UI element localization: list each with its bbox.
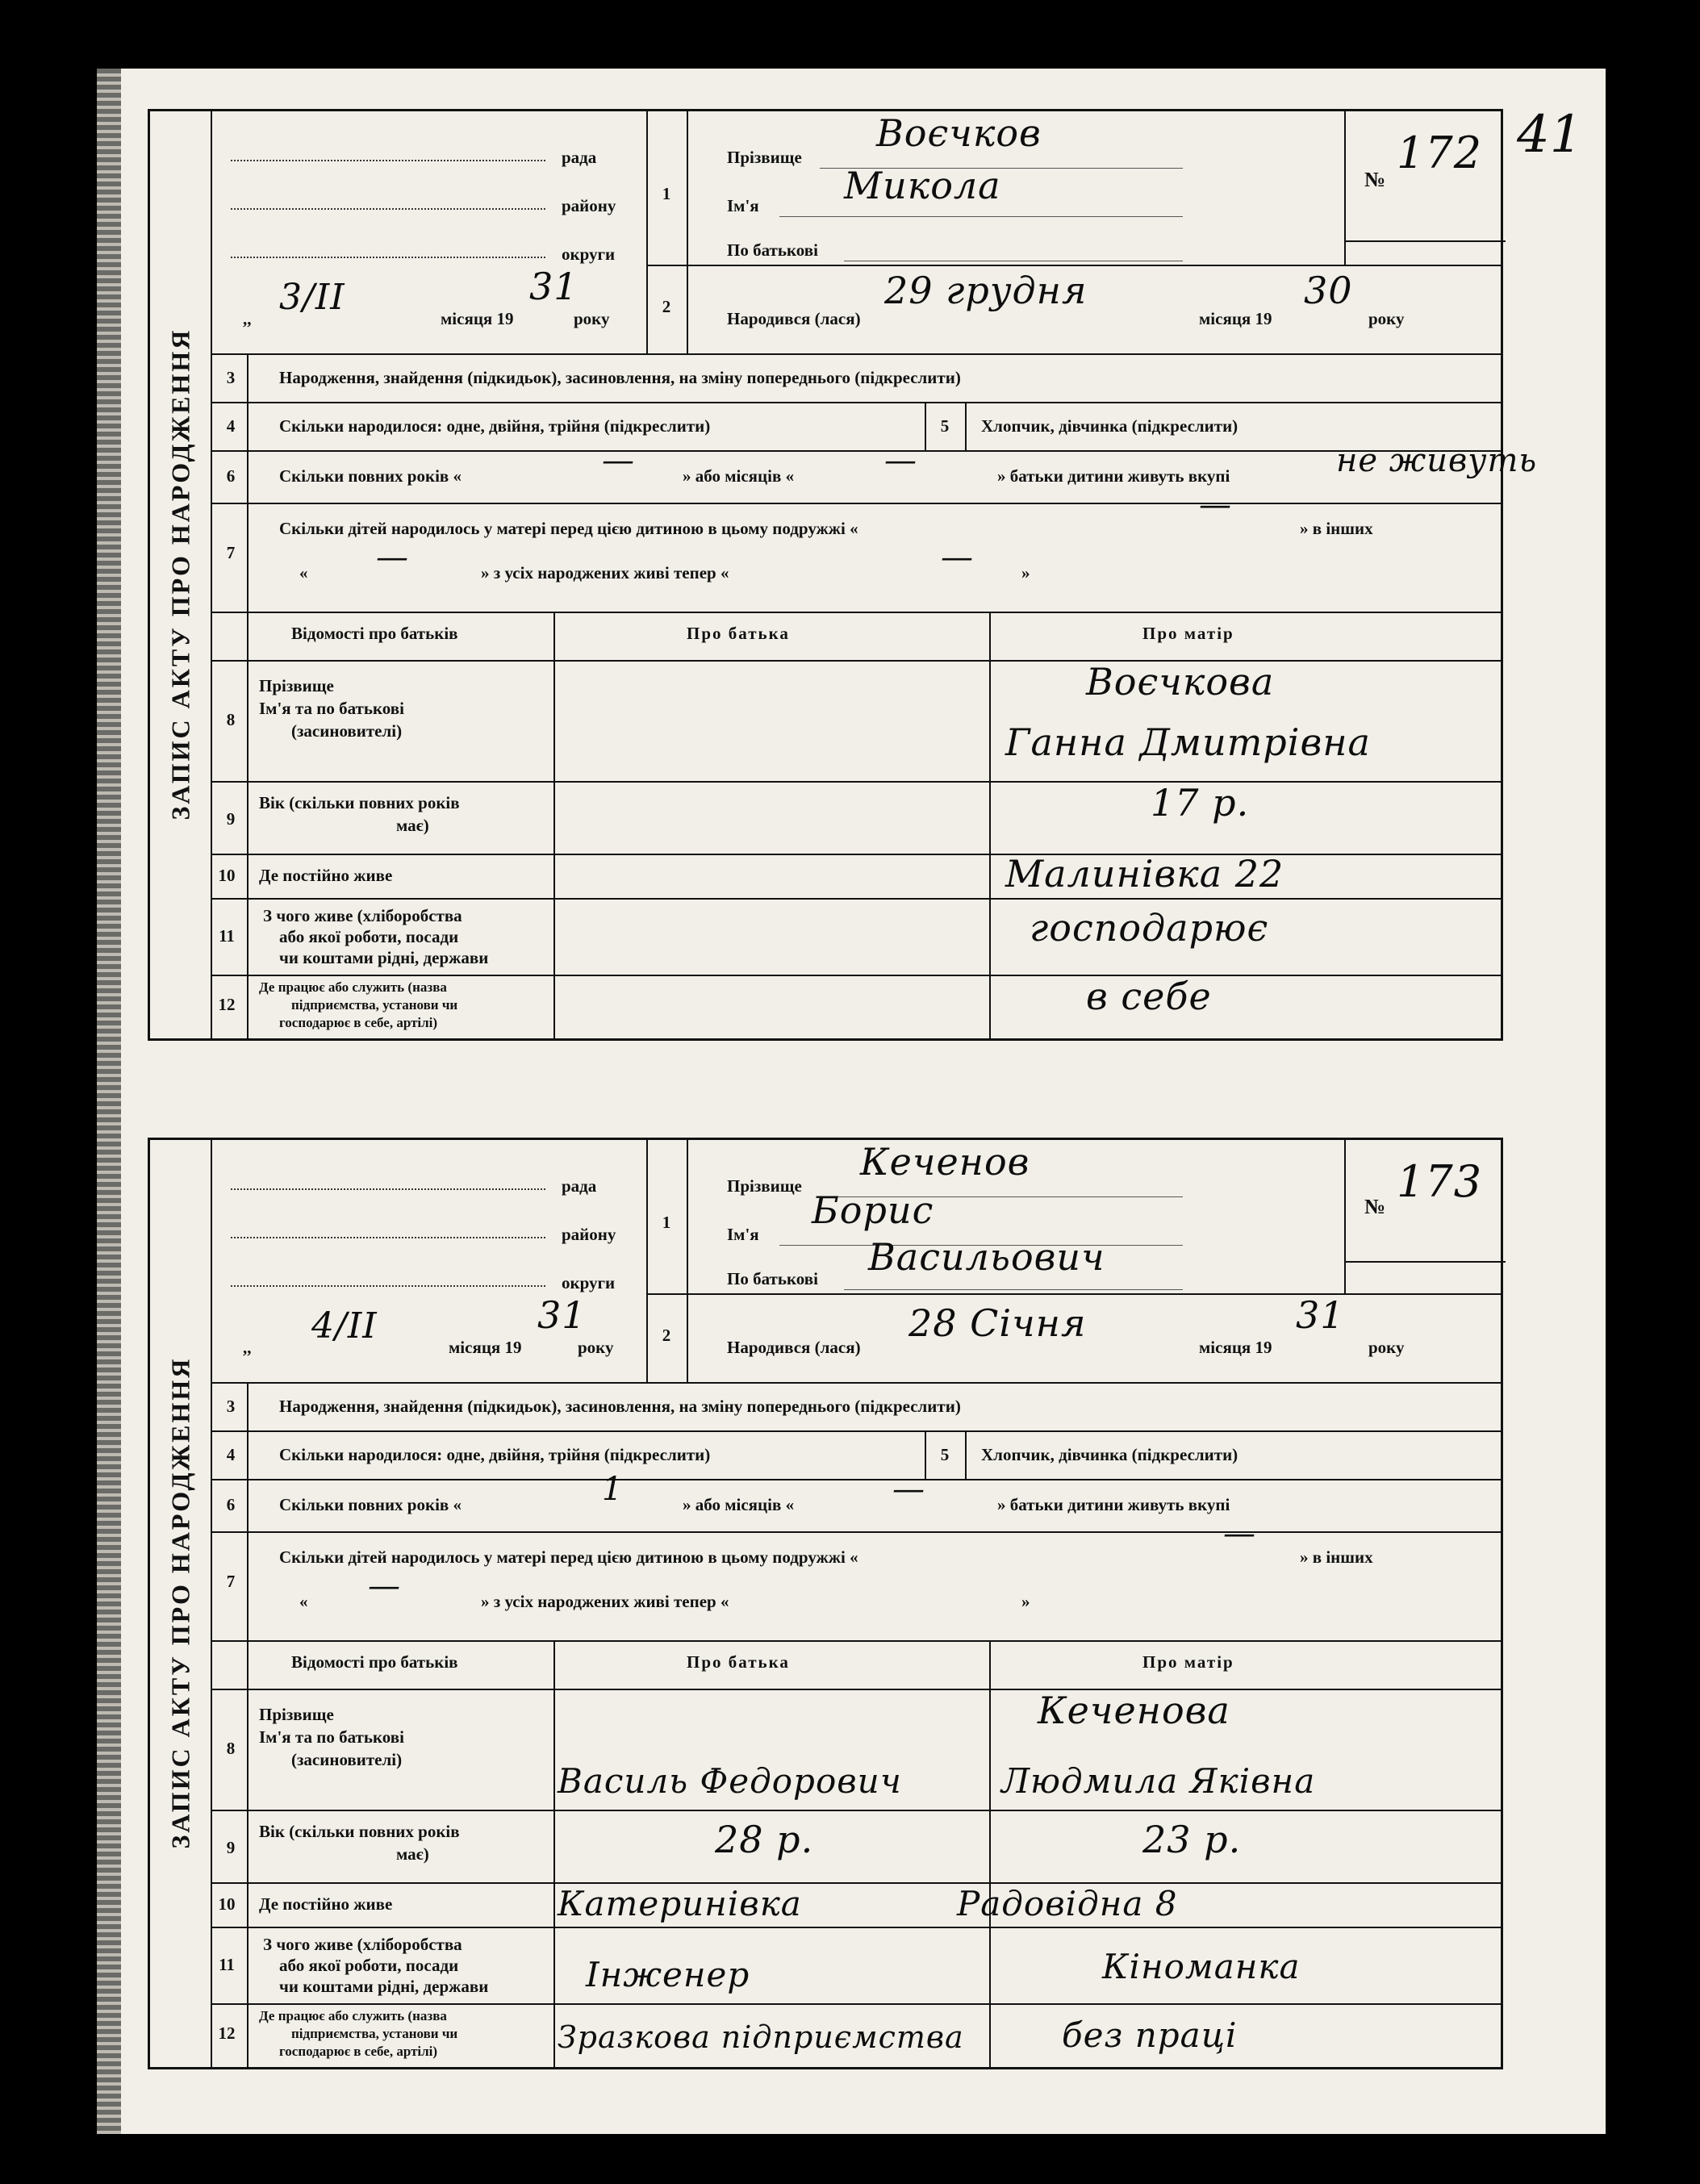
father-header: Про батька (687, 624, 790, 643)
father-header: Про батька (687, 1652, 790, 1672)
month-label: місяця 19 (441, 309, 514, 328)
row6-months-value: — (892, 1471, 925, 1508)
row7-other-label: » в інших (1300, 519, 1373, 538)
r9-label-2: має) (396, 816, 429, 835)
mother-age: 17 р. (1151, 781, 1250, 825)
registration-date: 4/II (311, 1305, 378, 1347)
row7-alive-label: » з усіх народжених живі тепер « (481, 1592, 729, 1611)
okruha-label: округи (562, 1273, 616, 1292)
r12-label-1: Де працює або служить (назва (259, 979, 447, 995)
r12-label-2: підприємства, установи чи (291, 2026, 458, 2041)
r11-label-1: З чого живе (хліборобства (263, 906, 462, 925)
side-title: ЗАПИС АКТУ ПРО НАРОДЖЕННЯ (165, 1356, 195, 1849)
r9-label-1: Вік (скільки повних років (259, 1822, 460, 1841)
row6-months-label: » або місяців « (683, 1495, 795, 1514)
row7-alive-value: — (941, 539, 974, 576)
row-number-9: 9 (226, 809, 236, 829)
birth-record-2 (148, 1138, 1503, 2069)
born-label: Народився (лася) (727, 1338, 861, 1357)
r12-label-3: господарює в себе, артілі) (279, 1015, 438, 1030)
row-number-6: 6 (226, 1495, 236, 1514)
mother-workplace: в себе (1086, 975, 1212, 1018)
registration-date: 3/II (279, 277, 345, 318)
row7-this-marriage: — (1223, 1515, 1256, 1552)
row-number-12: 12 (218, 995, 236, 1014)
row7-line1: Скільки дітей народилось у матері перед цією дитиною в цьому подружжі « (279, 1547, 858, 1567)
row6-together-label: » батьки дитини живуть вкупі (997, 1495, 1230, 1514)
mother-occupation: Кіноманка (1102, 1947, 1301, 1986)
row7-close-quote: » (1021, 563, 1030, 583)
side-title: ЗАПИС АКТУ ПРО НАРОДЖЕННЯ (165, 328, 195, 821)
date-prefix: ,, (243, 1338, 252, 1357)
r12-label-2: підприємства, установи чи (291, 997, 458, 1013)
row7-this-marriage: — (1199, 486, 1232, 524)
mother-workplace: без праці (1062, 2015, 1238, 2055)
mother-surname: Воєчкова (1086, 660, 1275, 704)
month-label: місяця 19 (449, 1338, 522, 1357)
row7-open-quote: « (299, 1592, 308, 1611)
r9-label-1: Вік (скільки повних років (259, 793, 460, 812)
record-number-label: № (1364, 1195, 1386, 1218)
child-surname: Воєчков (876, 111, 1042, 155)
row3-text: Народження, знайдення (підкидьок), засиновлення, на зміну попереднього (підкреслити) (279, 368, 961, 387)
r12-label-1: Де працює або служить (назва (259, 2008, 447, 2023)
record-number: 172 (1397, 127, 1483, 178)
row-number-6: 6 (226, 466, 236, 486)
row-number-3: 3 (226, 1397, 236, 1416)
row-number-1: 1 (662, 1213, 671, 1232)
registration-year: 31 (537, 1293, 587, 1337)
row-number-12: 12 (218, 2023, 236, 2043)
parents-info-header: Відомості про батьків (291, 1652, 458, 1672)
row6-years-label: Скільки повних років « (279, 466, 462, 486)
row7-other-label: » в інших (1300, 1547, 1373, 1567)
row7-open-quote: « (299, 563, 308, 583)
surname-label: Прізвище (727, 148, 802, 167)
row-number-10: 10 (218, 866, 236, 885)
row3-text: Народження, знайдення (підкидьок), засиновлення, на зміну попереднього (підкреслити) (279, 1397, 961, 1416)
r12-label-3: господарює в себе, артілі) (279, 2044, 438, 2059)
parents-info-header: Відомості про батьків (291, 624, 458, 643)
row6-years-value: — (602, 442, 635, 479)
row6-together-label: » батьки дитини живуть вкупі (997, 466, 1230, 486)
birth-date: 28 Січня (908, 1301, 1087, 1345)
row-number-8: 8 (226, 710, 236, 729)
child-surname: Кеченов (860, 1140, 1030, 1184)
row-number-2: 2 (662, 1326, 671, 1345)
row5-text: Хлопчик, дівчинка (підкреслити) (981, 1445, 1238, 1464)
row4-text: Скільки народилося: одне, двійня, трійня (підкреслити) (279, 1445, 711, 1464)
row-number-11: 11 (219, 926, 235, 946)
father-age: 28 р. (715, 1818, 814, 1861)
r10-label: Де постійно живе (259, 866, 393, 885)
binding-edge (97, 69, 121, 2134)
birth-record-1 (148, 109, 1538, 1041)
row-number-9: 9 (226, 1838, 236, 1857)
row6-years-value: 1 (602, 1471, 624, 1508)
row-number-2: 2 (662, 297, 671, 316)
born-label: Народився (лася) (727, 309, 861, 328)
r8-label-name: Ім'я та по батькові (259, 1727, 404, 1747)
r11-label-3: чи коштами рідні, держави (279, 1977, 489, 1996)
row6-months-value: — (884, 442, 917, 479)
row7-alive-label: » з усіх народжених живі тепер « (481, 563, 729, 583)
surname-label: Прізвище (727, 1176, 802, 1196)
year-label: року (574, 309, 610, 328)
born-month-label: місяця 19 (1199, 309, 1272, 328)
father-workplace: Зразкова підприємства (558, 2019, 964, 2055)
r8-label-surname: Прізвище (259, 1705, 334, 1724)
r9-label-2: має) (396, 1844, 429, 1864)
r11-label-2: або якої роботи, посади (279, 1956, 459, 1975)
name-label: Ім'я (727, 196, 759, 215)
row6-years-label: Скільки повних років « (279, 1495, 462, 1514)
born-year-label: року (1368, 1338, 1405, 1357)
row-number-4: 4 (226, 416, 236, 436)
patronymic-label: По батькові (727, 240, 818, 260)
r11-label-3: чи коштами рідні, держави (279, 948, 489, 967)
mother-age: 23 р. (1142, 1818, 1242, 1861)
r11-label-1: З чого живе (хліборобства (263, 1935, 462, 1954)
child-name: Борис (812, 1188, 934, 1232)
row-number-5: 5 (940, 1445, 950, 1464)
r8-label-surname: Прізвище (259, 676, 334, 695)
registration-year: 31 (529, 265, 579, 308)
born-month-label: місяця 19 (1199, 1338, 1272, 1357)
mother-residence: Радовідна 8 (957, 1884, 1178, 1923)
r8-label-name: Ім'я та по батькові (259, 699, 404, 718)
raion-label: району (562, 196, 616, 215)
year-label: року (578, 1338, 614, 1357)
mother-header: Про матір (1142, 1652, 1234, 1672)
father-residence: Катеринівка (558, 1884, 802, 1923)
row7-other-value: — (376, 539, 409, 576)
r10-label: Де постійно живе (259, 1894, 393, 1914)
row7-other-value: — (368, 1568, 401, 1605)
child-name: Микола (844, 164, 1001, 207)
date-prefix: ,, (243, 309, 252, 328)
mother-occupation: господарює (1030, 906, 1269, 950)
birth-year: 31 (1296, 1293, 1345, 1337)
raion-label: району (562, 1225, 616, 1244)
child-patronymic: Васильович (868, 1235, 1105, 1279)
mother-name: Людмила Яківна (1001, 1761, 1316, 1801)
birth-date: 29 грудня (884, 269, 1088, 312)
page-mark: 41 (1517, 105, 1583, 165)
row7-line1: Скільки дітей народилось у матері перед цією дитиною в цьому подружжі « (279, 519, 858, 538)
okruha-label: округи (562, 244, 616, 264)
record-number: 173 (1397, 1156, 1483, 1207)
record-number-label: № (1364, 168, 1386, 191)
row5-text: Хлопчик, дівчинка (підкреслити) (981, 416, 1238, 436)
row6-together-value: не живуть (1336, 442, 1538, 479)
rada-label: рада (562, 148, 597, 167)
row-number-7: 7 (226, 1572, 236, 1591)
r8-label-adoptive: (засиновителі) (291, 1750, 403, 1769)
rada-label: рада (562, 1176, 597, 1196)
row-number-5: 5 (940, 416, 950, 436)
row-number-10: 10 (218, 1894, 236, 1914)
row-number-8: 8 (226, 1739, 236, 1758)
patronymic-label: По батькові (727, 1269, 818, 1288)
row-number-1: 1 (662, 184, 671, 203)
row-number-3: 3 (226, 368, 236, 387)
mother-header: Про матір (1142, 624, 1234, 643)
row-number-11: 11 (219, 1955, 235, 1974)
mother-surname: Кеченова (1038, 1689, 1230, 1732)
born-year-label: року (1368, 309, 1405, 328)
birth-year: 30 (1304, 269, 1353, 312)
row-number-4: 4 (226, 1445, 236, 1464)
father-occupation: Інженер (586, 1955, 750, 1994)
name-label: Ім'я (727, 1225, 759, 1244)
row7-close-quote: » (1021, 1592, 1030, 1611)
father-name: Василь Федорович (558, 1761, 902, 1801)
mother-residence: Малинівка 22 (1005, 852, 1284, 896)
r11-label-2: або якої роботи, посади (279, 927, 459, 946)
mother-name: Ганна Дмитрівна (1005, 720, 1371, 764)
row6-months-label: » або місяців « (683, 466, 795, 486)
row-number-7: 7 (226, 543, 236, 562)
r8-label-adoptive: (засиновителі) (291, 721, 403, 741)
row4-text: Скільки народилося: одне, двійня, трійня (підкреслити) (279, 416, 711, 436)
